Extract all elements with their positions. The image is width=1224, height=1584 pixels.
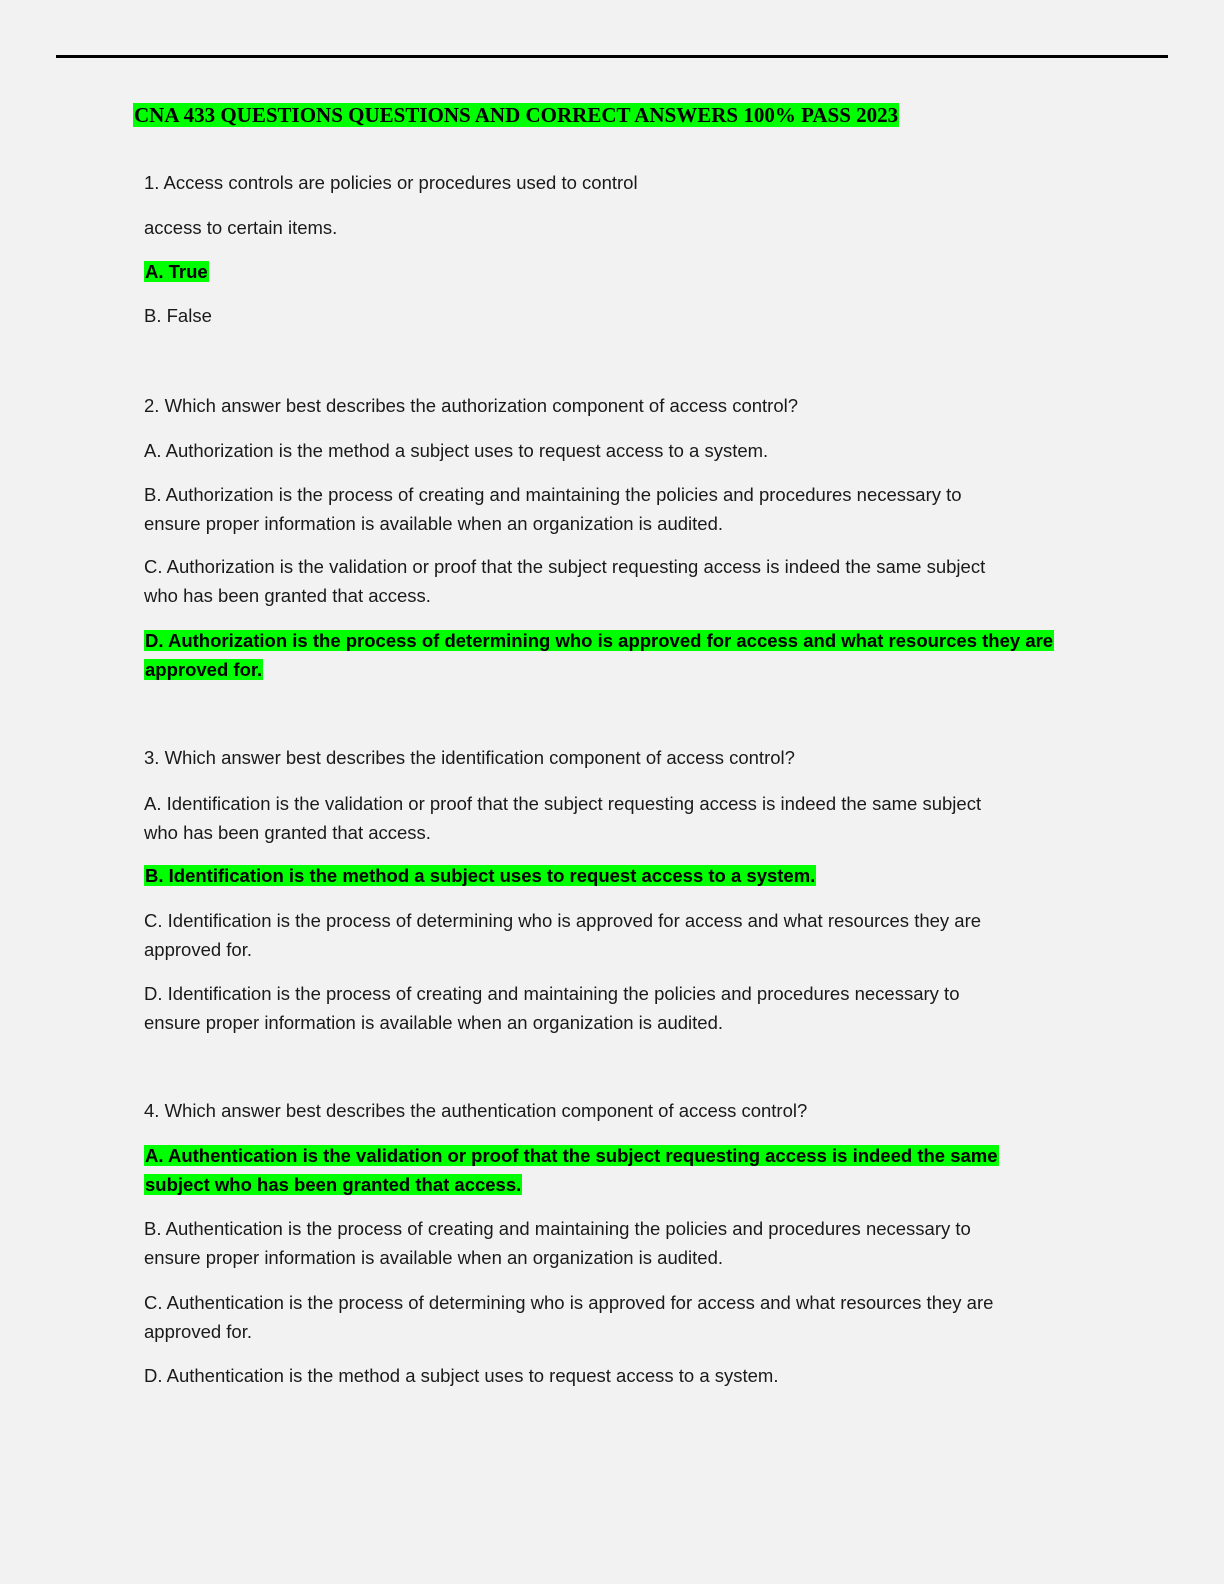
q3-option-a-line2: who has been granted that access.	[144, 822, 431, 843]
top-rule	[56, 55, 1168, 58]
q3-option-a-line1: A. Identification is the validation or proof that the subject requesting access is indeed the same subject	[144, 793, 982, 814]
q2-option-c	[144, 552, 1074, 610]
document-title-highlight: CNA 433 QUESTIONS QUESTIONS AND CORRECT ANSWERS 100% PASS 2023	[134, 103, 899, 127]
q2-option-c-line1: C. Authorization is the validation or proof that the subject requesting access is indeed the same subject	[144, 556, 986, 577]
q1-stem-line2: access to certain items.	[144, 217, 338, 238]
q2-option-a: A. Authorization is the method a subject uses to request access to a system.	[144, 440, 769, 461]
q4-option-c-line1: C. Authentication is the process of determining who is approved for access and what resources they are	[144, 1292, 994, 1313]
q3-option-c-line1: C. Identification is the process of determining who is approved for access and what resources they are	[144, 910, 982, 931]
q3-option-c-line2: approved for.	[144, 939, 252, 960]
q2-option-d-line1: D. Authorization is the process of determining who is approved for access and what resources they are	[145, 630, 1054, 651]
q2-option-b-line2: ensure proper information is available when an organization is audited.	[144, 513, 723, 534]
q2-option-d-line2: approved for.	[145, 659, 263, 680]
q3-option-d-line1: D. Identification is the process of creating and maintaining the policies and procedures necessary to	[144, 983, 960, 1004]
q4-stem: 4. Which answer best describes the authentication component of access control?	[144, 1100, 808, 1121]
q2-option-d-correct	[144, 626, 1074, 684]
q3-option-a	[144, 789, 1074, 847]
q1-stem-line1: 1. Access controls are policies or procedures used to control	[144, 172, 638, 193]
q2-option-b-line1: B. Authorization is the process of creating and maintaining the policies and procedures necessary to	[144, 484, 962, 505]
q3-stem: 3. Which answer best describes the identification component of access control?	[144, 747, 795, 768]
q4-option-a-line2: subject who has been granted that access.	[145, 1174, 522, 1195]
q2-stem: 2. Which answer best describes the authorization component of access control?	[144, 395, 799, 416]
q4-option-c	[144, 1288, 1074, 1346]
q1-option-a-highlight: A. True	[145, 261, 208, 282]
q1-option-b: B. False	[144, 305, 212, 326]
q2-option-c-line2: who has been granted that access.	[144, 585, 431, 606]
q1-option-a-correct	[144, 257, 1074, 286]
q4-option-d: D. Authentication is the method a subject uses to request access to a system.	[144, 1365, 779, 1386]
q4-option-a-line1: A. Authentication is the validation or proof that the subject requesting access is indeed the same	[145, 1145, 998, 1166]
document-title	[133, 100, 899, 131]
q4-option-a-correct	[144, 1141, 1074, 1199]
q4-option-b-line2: ensure proper information is available when an organization is audited.	[144, 1247, 723, 1268]
q3-option-d-line2: ensure proper information is available when an organization is audited.	[144, 1012, 723, 1033]
q4-option-b	[144, 1214, 1074, 1272]
q4-option-b-line1: B. Authentication is the process of creating and maintaining the policies and procedures necessary to	[144, 1218, 971, 1239]
q2-option-b	[144, 480, 1074, 538]
q4-option-c-line2: approved for.	[144, 1321, 252, 1342]
q3-option-b-highlight: B. Identification is the method a subject uses to request access to a system.	[145, 865, 816, 886]
q3-option-b-correct	[144, 861, 1074, 890]
q3-option-c	[144, 906, 1074, 964]
q3-option-d	[144, 979, 1074, 1037]
